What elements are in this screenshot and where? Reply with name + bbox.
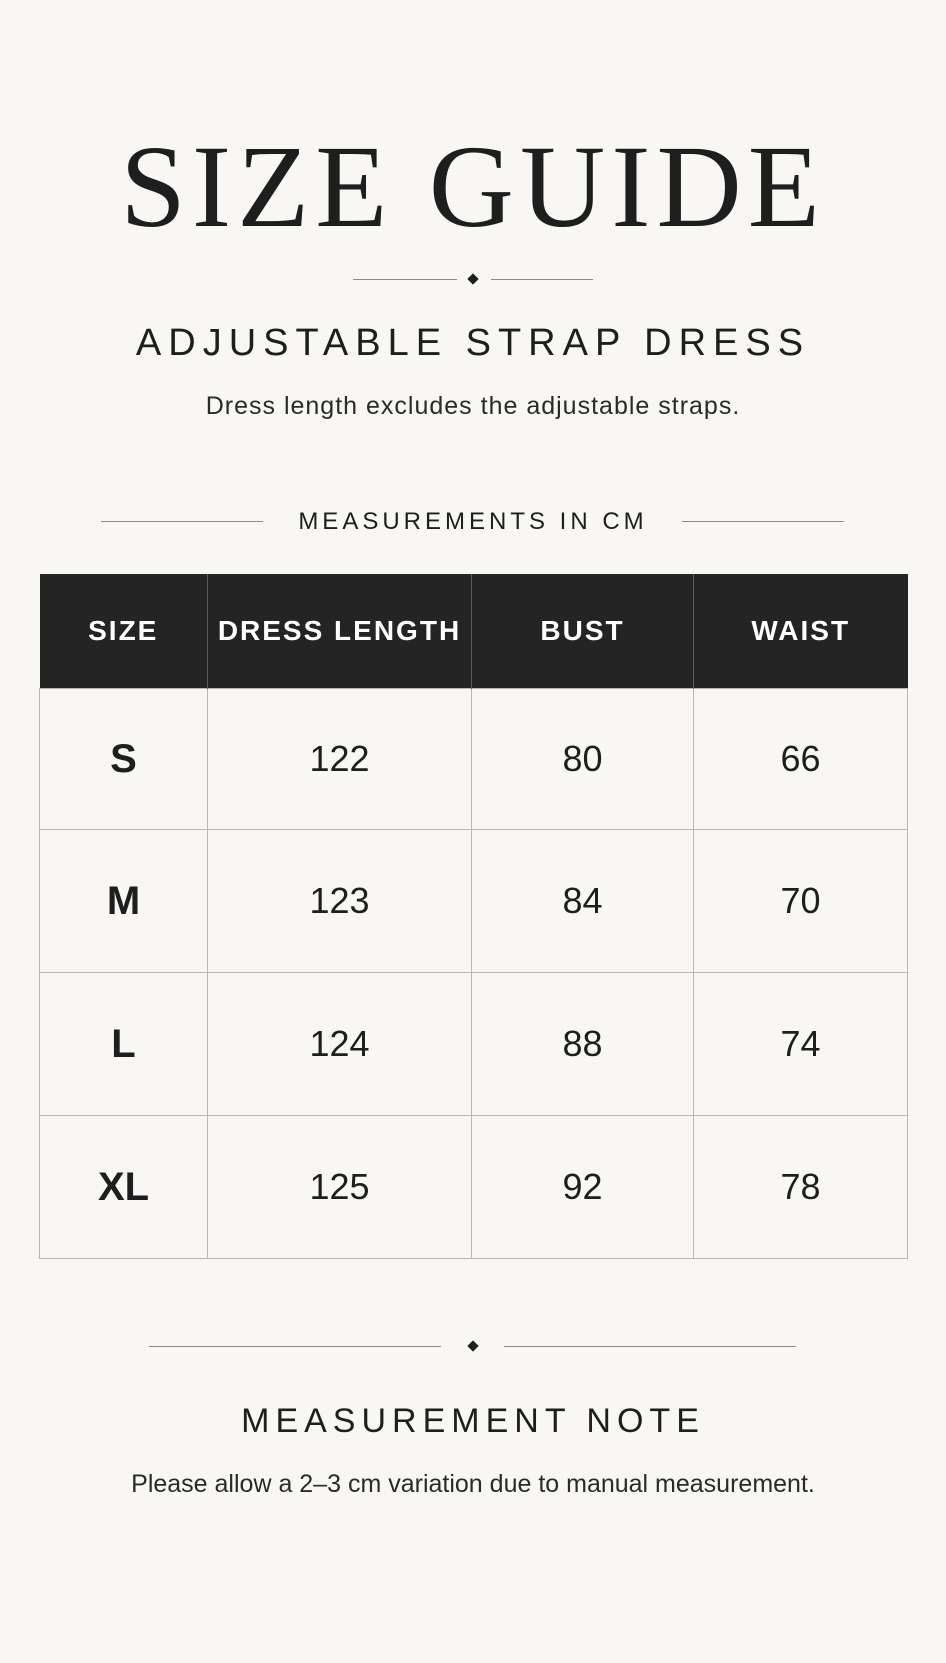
divider-line-right: [491, 279, 593, 280]
title-divider: [0, 270, 946, 290]
bust-value: 92: [472, 1116, 694, 1259]
divider-line-left: [149, 1346, 441, 1347]
size-label: S: [40, 689, 208, 830]
bust-value: 88: [472, 973, 694, 1116]
waist-value: 74: [694, 973, 908, 1116]
bust-value: 80: [472, 689, 694, 830]
table-row: [40, 830, 908, 973]
divider-line-right: [504, 1346, 796, 1347]
diamond-icon: [467, 273, 478, 284]
divider-line-left: [353, 279, 457, 280]
dress-length-value: 123: [208, 830, 472, 973]
units-heading: [0, 505, 946, 539]
units-label: MEASUREMENTS IN CM: [298, 508, 648, 535]
size-table: [39, 574, 908, 1259]
dress-length-value: 124: [208, 973, 472, 1116]
product-name: ADJUSTABLE STRAP DRESS: [135, 322, 811, 364]
measurement-note-title: MEASUREMENT NOTE: [241, 1402, 705, 1440]
waist-value: 66: [694, 689, 908, 830]
waist-value: 78: [694, 1116, 908, 1259]
length-note: Dress length excludes the adjustable straps.: [205, 392, 741, 420]
page-title: SIZE GUIDE: [120, 121, 826, 252]
table-row: [40, 973, 908, 1116]
footer-divider: [0, 1337, 946, 1357]
dress-length-value: 125: [208, 1116, 472, 1259]
bust-value: 84: [472, 830, 694, 973]
dress-length-value: 122: [208, 689, 472, 830]
size-label: M: [40, 830, 208, 973]
measurement-note-text: Please allow a 2–3 cm variation due to manual measurement.: [131, 1470, 815, 1498]
table-row: [40, 689, 908, 830]
table-row: [40, 1116, 908, 1259]
size-label: XL: [40, 1116, 208, 1259]
size-label: L: [40, 973, 208, 1116]
column-header-dress-length: DRESS LENGTH: [208, 574, 472, 689]
waist-value: 70: [694, 830, 908, 973]
column-header-size: SIZE: [40, 574, 208, 689]
diamond-icon: [467, 1340, 478, 1351]
table-header-row: [40, 574, 908, 689]
column-header-bust: BUST: [472, 574, 694, 689]
units-line-right: [682, 521, 844, 522]
column-header-waist: WAIST: [694, 574, 908, 689]
